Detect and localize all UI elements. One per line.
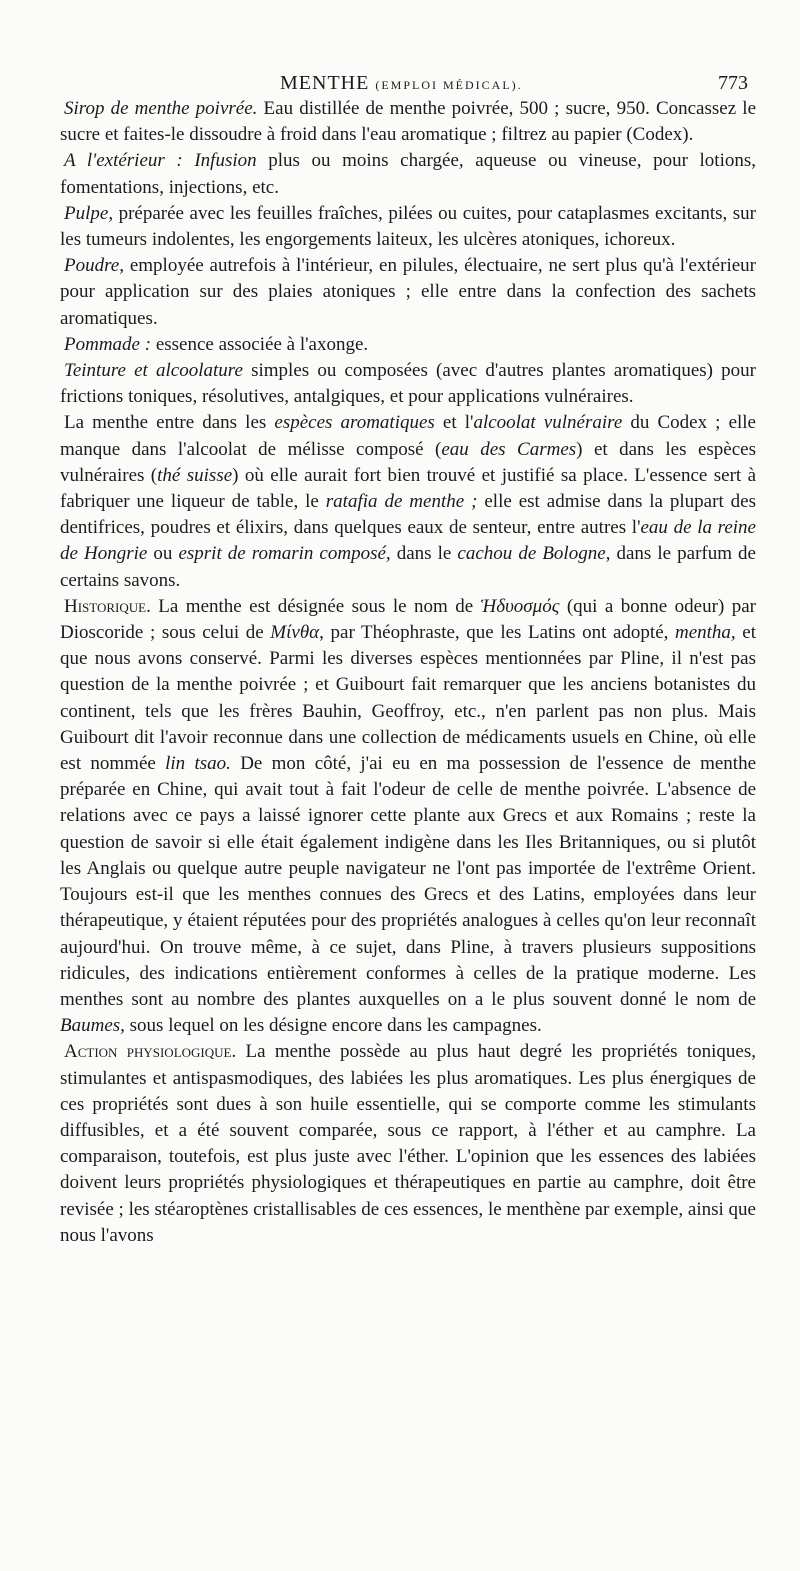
italic-term: alcoolat vulnéraire (473, 412, 623, 434)
running-title-sub: (EMPLOI MÉDICAL). (375, 78, 523, 92)
paragraph-text: La menthe entre dans les (64, 412, 275, 434)
paragraph-text: La menthe est désignée sous le nom de (150, 595, 481, 617)
paragraph-text: Eau distillée de menthe poivrée, 500 ; sucre, 950. Concassez le sucre et faites-le dissoudre à froid dans l'eau aromatique ; filtrez au papier (Codex). (60, 98, 757, 146)
section-heading-action: Action physiologique. (64, 1041, 237, 1063)
paragraph-text: du Codex ; elle manque dans l'alcoolat de mélisse composé ( (60, 412, 756, 460)
paragraph-text: plus ou moins chargée, aqueuse ou vineuse, pour lotions, fomentations, injections, etc. (60, 150, 756, 198)
paragraph-sirop (60, 96, 756, 148)
paragraph-text: De mon côté, j'ai eu en ma possession de l'essence de menthe préparée en Chine, qui avait tout à fait l'odeur de celle de menthe poivrée. L'absence de relations avec ce pays a laissé ignorer cette plante aux Grecs et aux Romains ; reste la question de savoir si elle était également indigène dans les Iles Britanniques, ou si plutôt les Anglais ou quelque autre peuple navigateur ne l'ont pas importée de l'extrême Orient. Toujours est-il que les menthes connues des Grecs et des Latins, employées dans leur thérapeutique, y étaient réputées pour des propriétés analogues à celles qu'on leur reconnaît aujourd'hui. On trouve même, à ce sujet, dans Pline, à travers plusieurs suppositions ridicules, des indications entièrement conformes à celles de la pratique moderne. Les menthes sont au nombre des plantes auxquelles on a le plus souvent donné le nom de (60, 753, 757, 1010)
italic-term: esprit de romarin composé, (178, 543, 391, 565)
paragraph-poudre (60, 253, 756, 332)
italic-term: mentha, (675, 622, 736, 644)
paragraph-text: elle est admise dans la plupart des dentifrices, poudres et élixirs, dans quelques eaux de senteur, entre autres l' (60, 491, 756, 539)
italic-term: Baumes, (60, 1015, 125, 1037)
italic-term: ratafia de menthe ; (325, 491, 478, 513)
running-header (60, 62, 756, 96)
paragraph-text: simples ou composées (avec d'autres plantes aromatiques) pour frictions toniques, résolutives, antalgiques, et pour applications vulnéraires. (60, 360, 757, 408)
page-body (60, 96, 756, 1249)
paragraph-pommade (60, 332, 756, 358)
paragraph-historique (60, 594, 756, 1039)
italic-term: espèces aromatiques (274, 412, 435, 434)
paragraph-action-physiologique (60, 1039, 756, 1249)
paragraph-text: dans le (390, 543, 458, 565)
paragraph-lead: Pulpe, (64, 202, 114, 224)
paragraph-text: ) où elle aurait fort bien trouvé et justifié sa place. L'essence sert à fabriquer une liqueur de table, le (60, 464, 756, 513)
paragraph-lead: Poudre, (64, 255, 124, 277)
paragraph-text: (qui a bonne odeur) par Dioscoride ; sous celui de (60, 595, 756, 644)
section-heading-historique: Historique. (64, 595, 151, 617)
running-title-main: MENTHE (280, 72, 370, 94)
paragraph-text: préparée avec les feuilles fraîches, pilées ou cuites, pour cataplasmes excitants, sur les tumeurs indolentes, les engorgements laiteux, les ulcères atoniques, ichoreux. (60, 202, 756, 251)
italic-term: cachou de Bologne, (457, 543, 611, 565)
paragraph-lead: Teinture et alcoolature (64, 360, 243, 382)
paragraph-teinture (60, 358, 756, 410)
italic-term: eau de la reine de Hongrie (60, 517, 756, 565)
greek-term: Μίνθα (270, 622, 320, 644)
paragraph-pulpe (60, 201, 756, 253)
paragraph-text: dans le parfum de certains savons. (60, 543, 756, 591)
italic-term: lin tsao. (165, 753, 231, 775)
paragraph-text: sous lequel on les désigne encore dans les campagnes. (124, 1015, 542, 1037)
paragraph-text: La menthe possède au plus haut degré les propriétés toniques, stimulantes et antispasmodiques, des labiées les plus aromatiques. Les plus énergiques de ces propriétés sont dues à son huile essentielle, qui se comporte comme les stimulants diffusibles, et a été souvent comparée, sous ce rapport, à l'éther et au camphre. La comparaison, toutefois, est plus juste avec l'éther. L'opinion que les essences des labiées doivent leurs propriétés physiologiques et thérapeutiques en partie au camphre, doit être revisée ; les stéaroptènes cristallisables de ces essences, le menthène par exemple, ainsi que nous l'avons (60, 1041, 756, 1246)
italic-term: eau des Carmes (441, 438, 577, 460)
paragraph-exterieur (60, 148, 756, 200)
paragraph-lead: A l'extérieur : Infusion (64, 150, 257, 172)
paragraph-codex (60, 410, 756, 593)
paragraph-text: et que nous avons conservé. Parmi les diverses espèces mentionnées par Pline, il n'est pas question de la menthe poivrée ; et Guibourt fait remarquer que les anciens botanistes du continent, tels que les frères Bauhin, Geoffroy, etc., n'en parlent pas non plus. Mais Guibourt dit l'avoir reconnue dans une collection de médicaments usuels en Chine, où elle est nommée (60, 622, 757, 775)
paragraph-text: ou (147, 543, 179, 565)
greek-term: Ἡδυοσμός (480, 595, 560, 617)
paragraph-text: et l' (434, 412, 474, 434)
running-title (280, 72, 523, 95)
italic-term: thé suisse (157, 464, 233, 486)
paragraph-lead: Pommade : (64, 333, 152, 355)
page-number: 773 (718, 72, 748, 94)
paragraph-text: ) et dans les espèces vulnéraires ( (60, 438, 756, 486)
paragraph-text: employée autrefois à l'intérieur, en pilules, électuaire, ne sert plus qu'à l'extérieur pour application sur des plaies atoniques ; elle entre dans la confection des sachets aromatiques. (60, 255, 756, 329)
paragraph-text: , par Théophraste, que les Latins ont adopté, (319, 622, 675, 644)
paragraph-text: essence associée à l'axonge. (151, 333, 369, 355)
paragraph-lead: Sirop de menthe poivrée. (64, 98, 258, 119)
